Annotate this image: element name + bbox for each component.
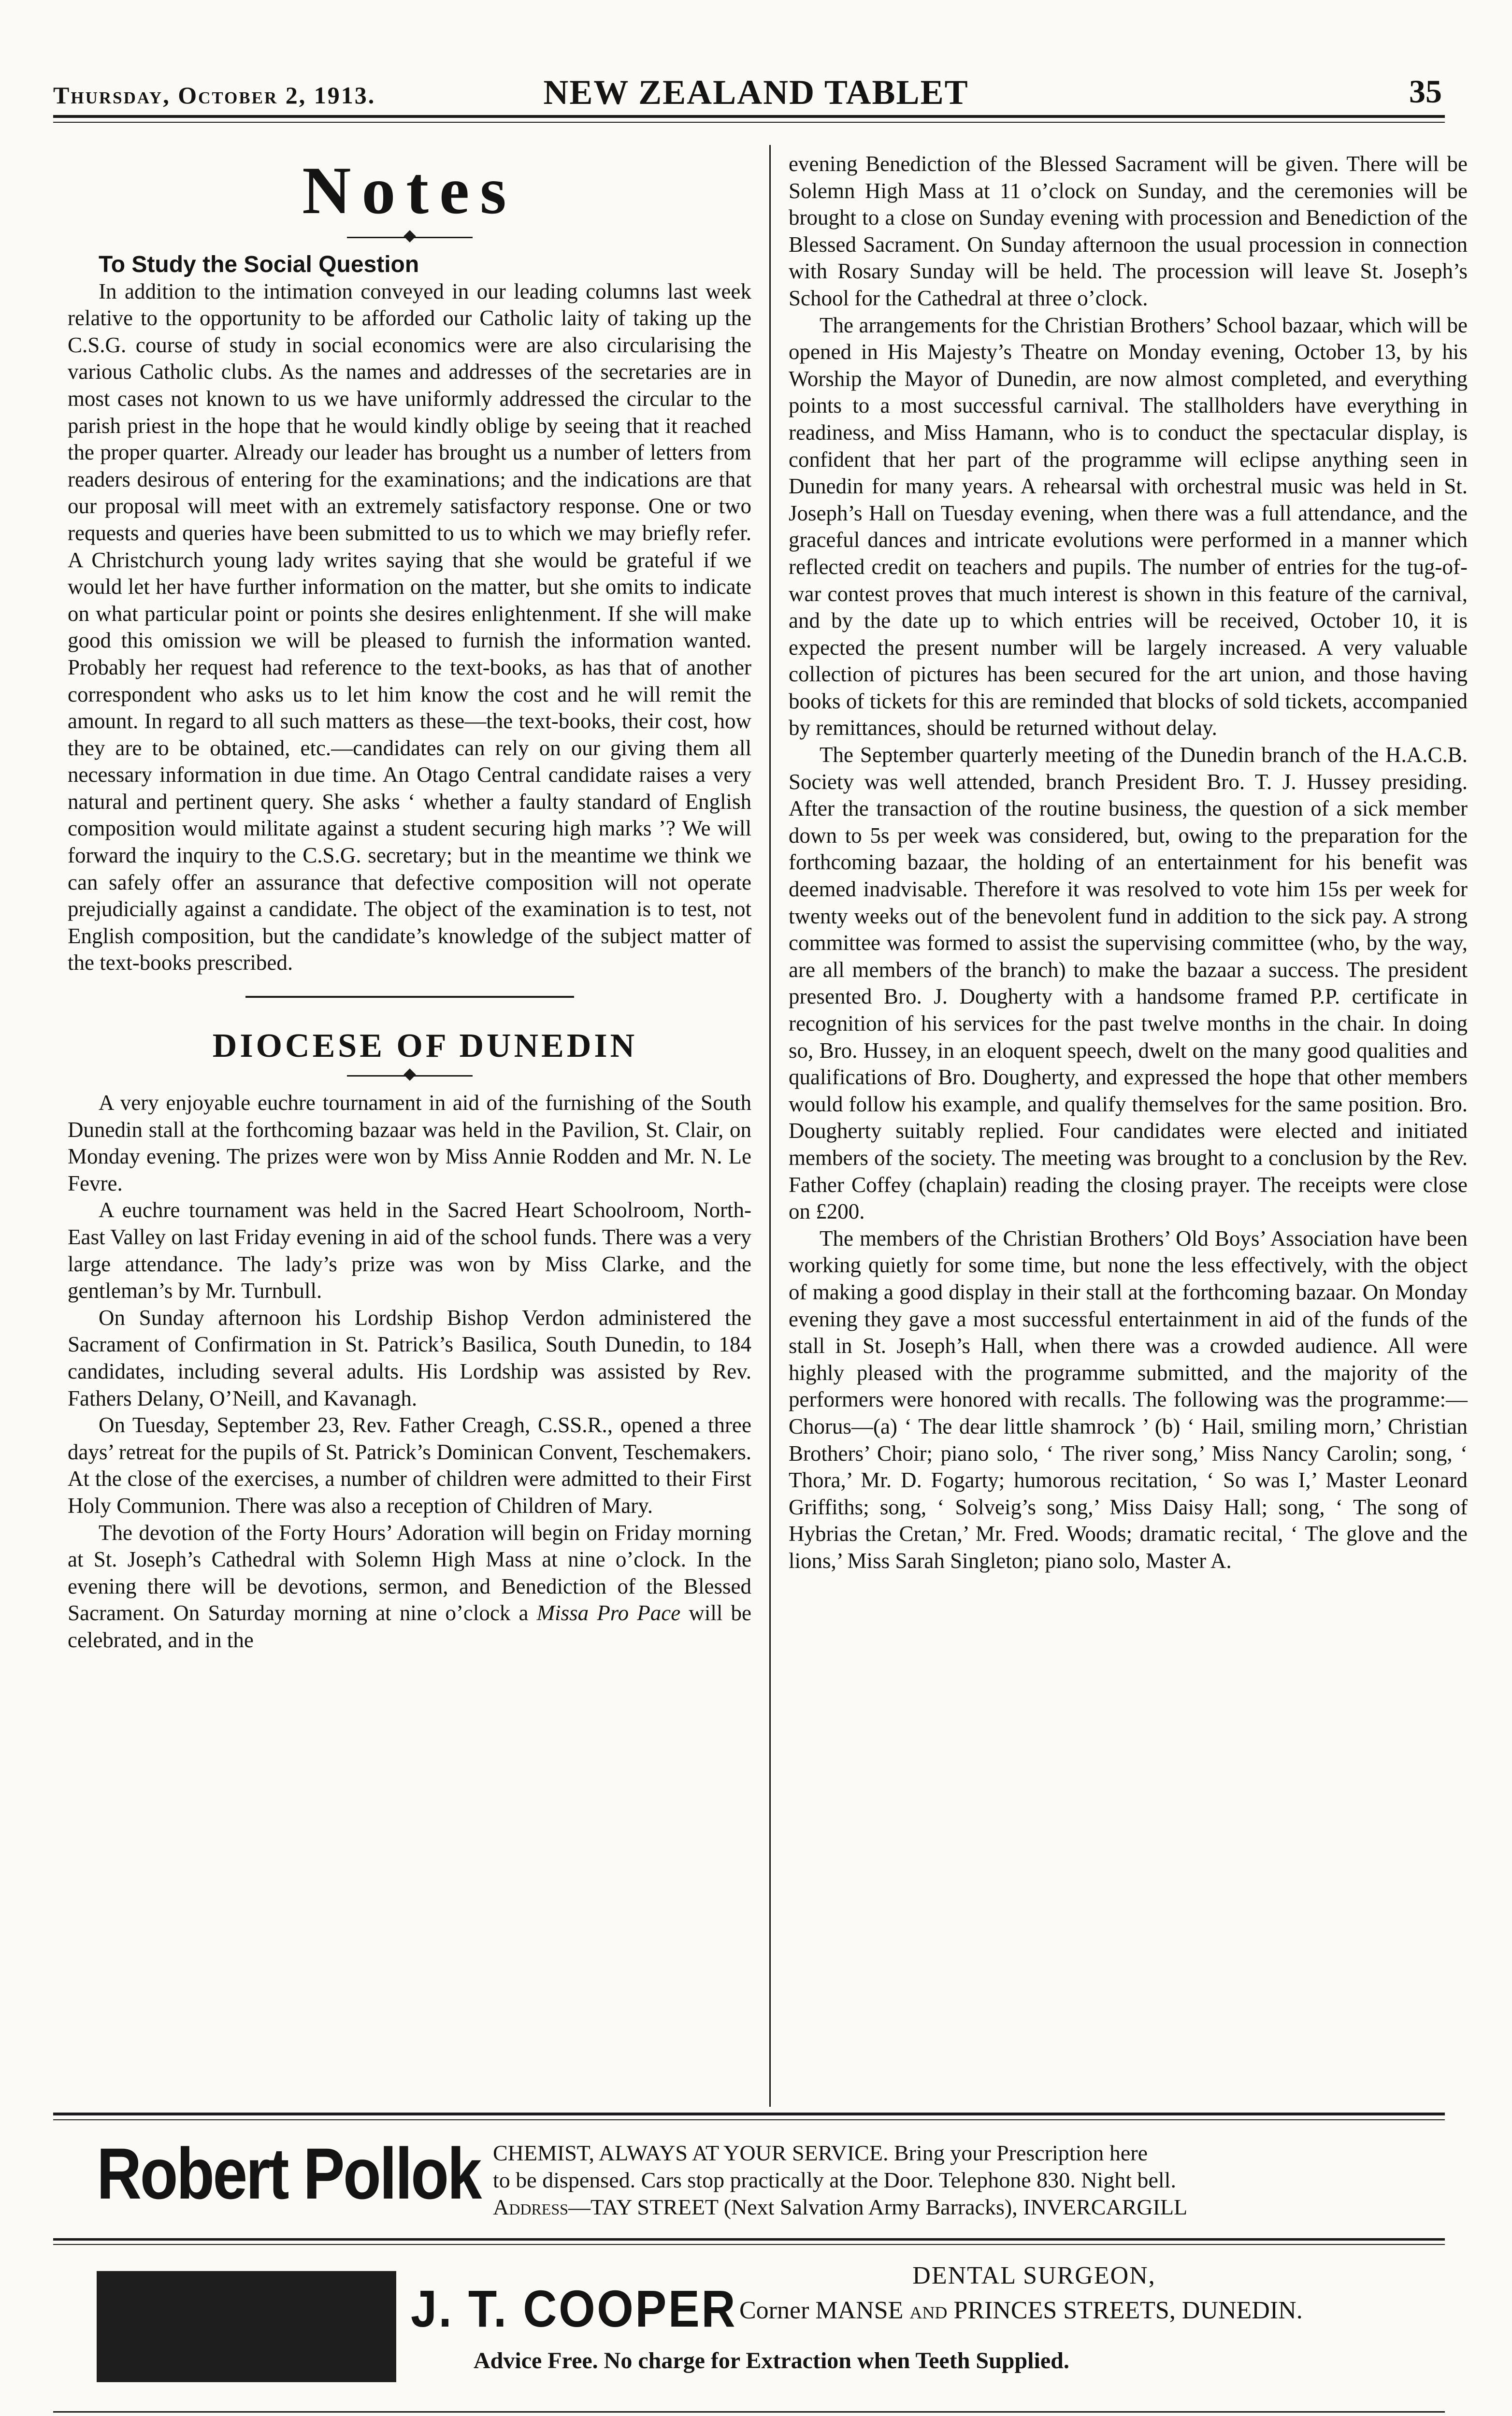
right-column: [789, 151, 1468, 1574]
ornament-divider: [347, 1068, 473, 1083]
cooper-ad-note: Advice Free. No charge for Extraction when Teeth Supplied.: [474, 2348, 1069, 2373]
ornament-divider: [347, 230, 473, 244]
cooper-ad-address: Corner MANSE and PRINCES STREETS, DUNEDIN.: [739, 2297, 1303, 2324]
old-boys-paragraph: The members of the Christian Brothers’ Old Boys’ Association have been working quietly for some time, but none the less effectively, with the object of making a good display in their stall at the forthcoming bazaar. On Monday evening they gave a most successful entertainment in aid of the funds of the stall in St. Joseph’s Hall, when there was a crowded audience. All were highly pleased with the programme submitted, and the majority of the performers were honored with recalls. The following was the programme:—Chorus—(a) ‘ The dear little shamrock ’ (b) ‘ Hail, smiling morn,’ Christian Brothers’ Choir; piano solo, ‘ The river song,’ Miss Nancy Carolin; song, ‘ Thora,’ Mr. D. Fogarty; humorous recitation, ‘ So was I,’ Master Leonard Griffiths; song, ‘ Solveig’s song,’ Miss Daisy Hall; song, ‘ The song of Hybrias the Cretan,’ Mr. Fred. Woods; dramatic recital, ‘ The glove and the lions,’ Miss Sarah Singleton; piano solo, Master A.: [789, 1226, 1468, 1573]
diocese-paragraph: On Tuesday, September 23, Rev. Father Creagh, C.SS.R., opened a three days’ retreat for the pupils of St. Patrick’s Dominican Convent, Teschemakers. At the close of the exercises, a number of children were admitted to their First Holy Communion. There was also a reception of Children of Mary.: [68, 1413, 751, 1518]
social-question-heading: To Study the Social Question: [99, 252, 419, 277]
notes-title: Notes: [302, 153, 517, 228]
ad-rule-top: [53, 2113, 1445, 2115]
ad-rule-mid-thin: [53, 2244, 1445, 2245]
engraving-image: [97, 2271, 396, 2382]
diocese-paragraph: A euchre tournament was held in the Sacred Heart Schoolroom, North-East Valley on last Friday evening in aid of the school funds. There was a very large attendance. The lady’s prize was won by Miss Clarke, and the gentleman’s by Mr. Turnbull.: [68, 1198, 751, 1303]
benediction-paragraph: evening Benediction of the Blessed Sacrament will be given. There will be Solemn High Mass at 11 o’clock on Sunday, and the ceremonies will be brought to a close on Sunday evening with procession and Benediction of the Blessed Sacrament. On Sunday afternoon the usual procession in connection with Rosary Sunday will be held. The procession will leave St. Joseph’s School for the Cathedral at three o’clock.: [789, 152, 1468, 310]
page-number: 35: [1409, 73, 1442, 110]
social-question-paragraph: In addition to the intimation conveyed in our leading columns last week relative to the opportunity to be afforded our Catholic laity of taking up the C.S.G. course of study in social economics were are also circularising the various Catholic clubs. As the names and addresses of the secretaries are in most cases not known to us we have uniformly addressed the circular to the parish priest in the hope that he would kindly oblige by seeing that it reached the proper quarter. Already our leader has brought us a number of letters from readers desirous of entering for the examinations; and the indications are that our proposal will meet with an extremely satisfactory response. One or two requests and queries have been submitted to us to which we may briefly refer. A Christchurch young lady writes saying that she would be grateful if we would let her have further information on the matter, but she omits to indicate on what particular point or points she desires enlightenment. If she will make good this omission we will be pleased to furnish the information wanted. Probably her request had reference to the text-books, as has that of another correspondent who asks us to let him know the cost and he will remit the amount. In regard to all such matters as these—the text-books, their cost, how they are to be obtained, etc.—candidates can rely on our giving them all necessary information in due time. An Otago Central candidate raises a very natural and pertinent query. She asks ‘ whether a faulty standard of English composition would militate against a student securing high marks ’? We will forward the inquiry to the C.S.G. secretary; but in the meantime we think we can safely offer an assurance that defective composition will not operate prejudicially against a candidate. The object of the examination is to test, not English composition, but the candidate’s knowledge of the subject matter of the text-books prescribed.: [68, 279, 751, 975]
section-rule: [245, 996, 574, 998]
pollok-ad-text: CHEMIST, ALWAYS AT YOUR SERVICE. Bring your Prescription here to be dispensed. Cars stop practically at the Door. Telephone 830. Night bell. Address—TAY STREET (Next Salvation Army Barracks), INVERCARGILL: [493, 2141, 1188, 2219]
column-divider: [769, 145, 771, 2107]
bazaar-paragraph: The arrangements for the Christian Brothers’ School bazaar, which will be opened in His Majesty’s Theatre on Monday evening, October 13, by his Worship the Mayor of Dunedin, are now almost completed, and everything points to a most successful carnival. The stallholders have everything in readiness, and Miss Hamann, who is to conduct the spectacular display, is confident that her part of the programme will eclipse anything seen in Dunedin for many years. A rehearsal with orchestral music was held in St. Joseph’s Hall on Tuesday evening, when there was a full attendance, and the graceful dances and intricate evolutions were performed in a manner which reflected credit on teachers and pupils. The number of entries for the tug-of-war contest proves that much interest is shown in this feature of the carnival, and by the date up to which entries will be received, October 10, it is expected the present number will be largely increased. A very valuable collection of pictures has been secured for the art union, and those having books of tickets for this are reminded that blocks of sold tickets, accompanied by remittances, should be returned without delay.: [789, 313, 1468, 740]
cooper-ad-title: DENTAL SURGEON,: [912, 2262, 1156, 2289]
masthead-title: NEW ZEALAND TABLET: [543, 73, 969, 112]
cooper-ad-name: J. T. COOPER: [411, 2279, 737, 2338]
diocese-paragraph: On Sunday afternoon his Lordship Bishop Verdon administered the Sacrament of Confirmation in St. Patrick’s Basilica, South Dunedin, to 184 candidates, including several adults. His Lordship was assisted by Rev. Fathers Delany, O’Neill, and Kavanagh.: [68, 1305, 751, 1410]
missa-pro-pace: Missa Pro Pace: [536, 1601, 681, 1625]
pollok-ad-name: Robert Pollok: [97, 2133, 480, 2214]
ad-rule-top-thin: [53, 2119, 1445, 2120]
header-rule-top: [53, 115, 1445, 118]
ad-rule-bottom: [53, 2411, 1445, 2413]
left-column: [68, 151, 751, 1654]
diocese-heading: DIOCESE OF DUNEDIN: [212, 1027, 638, 1065]
ad-rule-mid: [53, 2238, 1445, 2241]
diocese-paragraph: A very enjoyable euchre tournament in aid of the furnishing of the South Dunedin stall at the forthcoming bazaar was held in the Pavilion, St. Clair, on Monday evening. The prizes were won by Miss Annie Rodden and Mr. N. Le Fevre.: [68, 1091, 751, 1195]
issue-date: Thursday, October 2, 1913.: [53, 82, 376, 109]
forty-hours-paragraph: The devotion of the Forty Hours’ Adoration will begin on Friday morning at St. Joseph’s Cathedral with Solemn High Mass at nine o’clock. In the evening there will be devotions, sermon, and Benediction of the Blessed Sacrament. On Saturday morning at nine o’clock a Missa Pro Pace will be celebrated, and in the: [68, 1520, 752, 1652]
header-rule-bottom: [53, 122, 1445, 123]
hacb-paragraph: The September quarterly meeting of the Dunedin branch of the H.A.C.B. Society was well attended, branch President Bro. T. J. Hussey presiding. After the transaction of the routine business, the question of a sick member down to 5s per week was considered, but, owing to the preparation for the forthcoming bazaar, the holding of an entertainment for his benefit was deemed inadvisable. Therefore it was resolved to vote him 15s per week for twenty weeks out of the benevolent fund in addition to the sick pay. A strong committee was formed to assist the supervising committee (who, by the way, are all members of the branch) to make the bazaar a success. The president presented Bro. J. Dougherty with a handsome framed P.P. certificate in recognition of his services for the past twelve months in the chair. In doing so, Bro. Hussey, in an eloquent speech, dwelt on the many good qualities and qualifications of Bro. Dougherty, and expressed the hope that other members would follow his example, and qualify themselves for the same position. Bro. Dougherty suitably replied. Four candidates were elected and initiated members of the society. The meeting was brought to a conclusion by the Rev. Father Coffey (chaplain) reading the closing prayer. The receipts were close on £200.: [789, 743, 1468, 1224]
